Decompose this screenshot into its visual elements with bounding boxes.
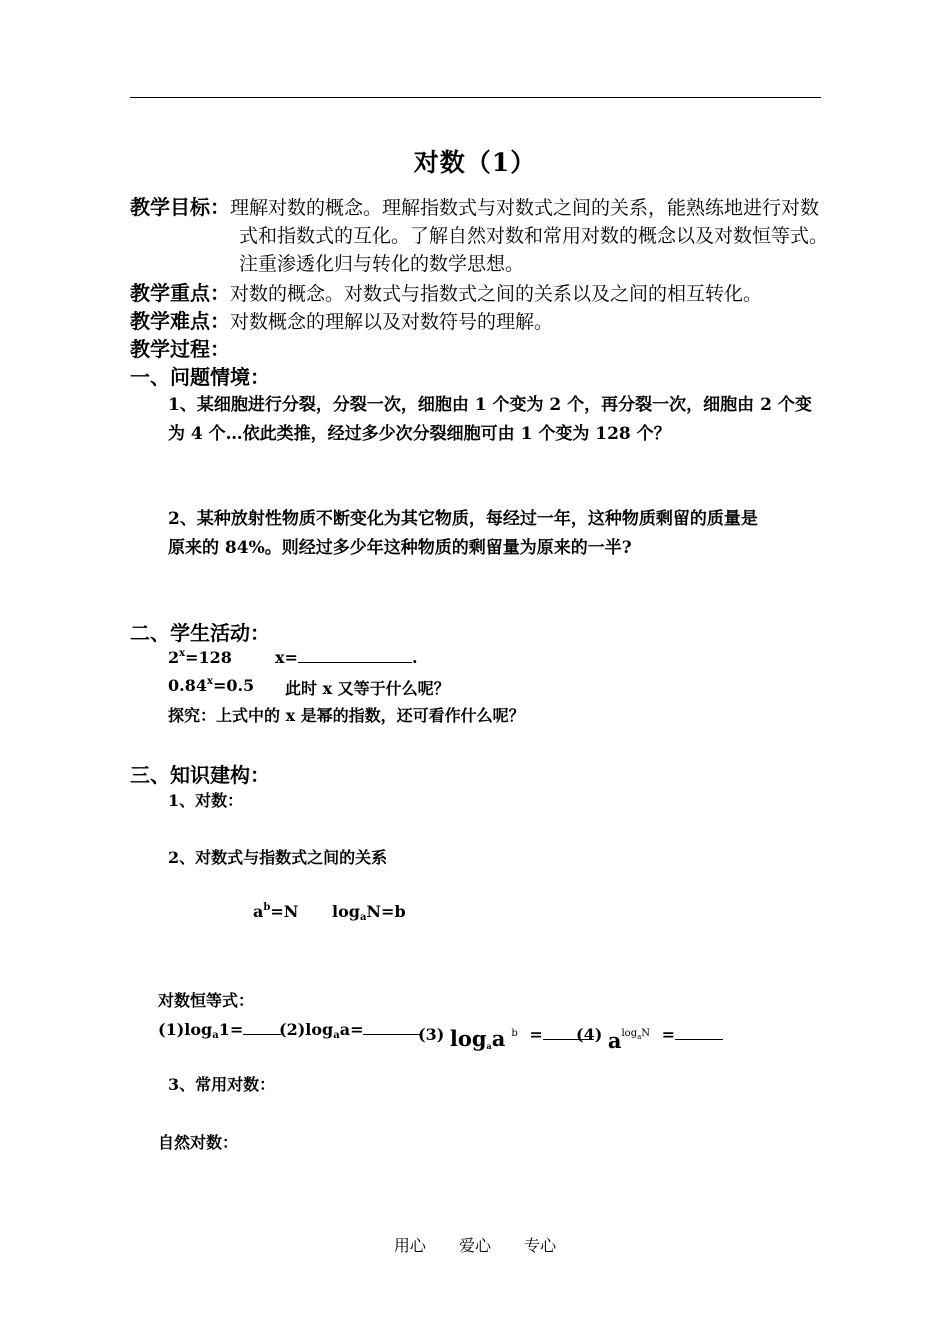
id2-base: a — [333, 1030, 340, 1041]
rel-log: log — [332, 902, 360, 921]
rel-log-base: a — [359, 912, 367, 923]
page-title: 对数（1） — [413, 148, 537, 177]
rel-b: b — [263, 902, 271, 913]
teaching-goals — [130, 191, 819, 220]
relation-exponential — [253, 902, 298, 921]
goals-line-1: 理解对数的概念。理解指数式与对数式之间的关系，能熟练地进行对数 — [230, 197, 820, 219]
eq1-x-label: x= — [275, 648, 298, 667]
id3-log: log — [449, 1026, 487, 1051]
item-relation: 2、对数式与指数式之间的关系 — [168, 848, 388, 867]
id1-rest: 1= — [218, 1020, 244, 1039]
section1-heading: 一、问题情境： — [130, 365, 270, 389]
eq1-base: 2 — [168, 648, 180, 667]
difficulties-label: 教学难点： — [130, 309, 230, 333]
id2-blank[interactable] — [363, 1020, 421, 1035]
item-common-log: 3、常用对数： — [168, 1075, 276, 1094]
id3-eq: = — [529, 1025, 543, 1044]
equation-2 — [168, 676, 254, 695]
id2-rest: a= — [339, 1020, 364, 1039]
id4-blank[interactable] — [675, 1025, 723, 1040]
identity-4 — [576, 1020, 723, 1053]
id4-exponent — [621, 1028, 650, 1039]
equation-1 — [168, 648, 232, 667]
header-rule — [130, 97, 821, 98]
eq1-answer-blank[interactable] — [298, 648, 412, 663]
id4-a: a — [607, 1028, 622, 1053]
difficulties — [130, 305, 553, 334]
identity-2 — [279, 1020, 421, 1039]
key-points — [130, 277, 762, 306]
identity-label: 对数恒等式： — [158, 991, 255, 1010]
relation-logarithmic — [332, 902, 406, 921]
id3-base: a — [486, 1041, 492, 1051]
goals-line-2: 式和指数式的互化。了解自然对数和常用对数的概念以及对数恒等式。 — [239, 225, 829, 247]
id3-number: (3) — [418, 1025, 445, 1044]
key-points-text: 对数的概念。对数式与指数式之间的关系以及之间的相互转化。 — [230, 283, 763, 305]
id4-eq: = — [661, 1025, 676, 1044]
identity-3 — [418, 1020, 593, 1051]
footer-item-1: 用心 — [393, 1236, 426, 1255]
eq2-rhs: =0.5 — [212, 676, 255, 695]
equation-1-answer — [275, 648, 418, 667]
id1-base: a — [212, 1030, 219, 1041]
question-1-line-2: 为 4 个…依此类推，经过多少次分裂细胞可由 1 个变为 128 个？ — [168, 424, 671, 444]
eq1-exponent: x — [179, 648, 186, 659]
id3-expression — [450, 1026, 518, 1051]
id1-log: (1)log — [158, 1020, 213, 1039]
question-1-line-1: 1、某细胞进行分裂，分裂一次，细胞由 1 个变为 2 个，再分裂一次，细胞由 2 个变 — [168, 395, 812, 415]
eq2-exponent: x — [206, 676, 213, 687]
eq1-rhs: =128 — [185, 648, 232, 667]
eq1-period: . — [411, 648, 418, 667]
id1-blank[interactable] — [243, 1020, 281, 1035]
id4-log: log — [621, 1028, 638, 1039]
id2-log: (2)log — [279, 1020, 334, 1039]
goals-label: 教学目标： — [130, 195, 230, 219]
equation-2-question: 此时 x 又等于什么呢？ — [285, 679, 450, 698]
id4-base: a — [637, 1033, 642, 1041]
difficulties-text: 对数概念的理解以及对数符号的理解。 — [230, 311, 554, 333]
goals-line-3: 注重渗透化归与转化的数学思想。 — [239, 253, 525, 275]
footer-item-2: 爱心 — [458, 1236, 491, 1255]
section2-heading: 二、学生活动： — [130, 621, 270, 645]
rel-a: a — [253, 902, 264, 921]
id4-number: (4) — [576, 1025, 603, 1044]
question-2-line-1: 2、某种放射性物质不断变化为其它物质，每经过一年，这种物质剩留的质量是 — [168, 509, 758, 529]
section3-heading: 三、知识建构： — [130, 763, 270, 787]
page-footer — [0, 1233, 950, 1256]
question-2-line-2: 原来的 84%。则经过多少年这种物质的剩留量为原来的一半? — [168, 538, 632, 558]
identity-1 — [158, 1020, 281, 1039]
footer-item-3: 专心 — [524, 1236, 557, 1255]
rel-eqN: =N — [270, 902, 299, 921]
rel-rhs: N=b — [366, 902, 406, 921]
key-points-label: 教学重点： — [130, 281, 230, 305]
id4-N: N — [641, 1028, 651, 1039]
item-logarithm: 1、对数： — [168, 791, 244, 810]
process-label: 教学过程： — [130, 337, 230, 361]
id3-a: a — [491, 1026, 506, 1051]
eq2-base: 0.84 — [168, 676, 207, 695]
id3-b: b — [511, 1028, 518, 1039]
explore-text: 探究：上式中的 x 是幂的指数，还可看作什么呢？ — [168, 706, 525, 725]
item-natural-log: 自然对数： — [158, 1133, 239, 1152]
